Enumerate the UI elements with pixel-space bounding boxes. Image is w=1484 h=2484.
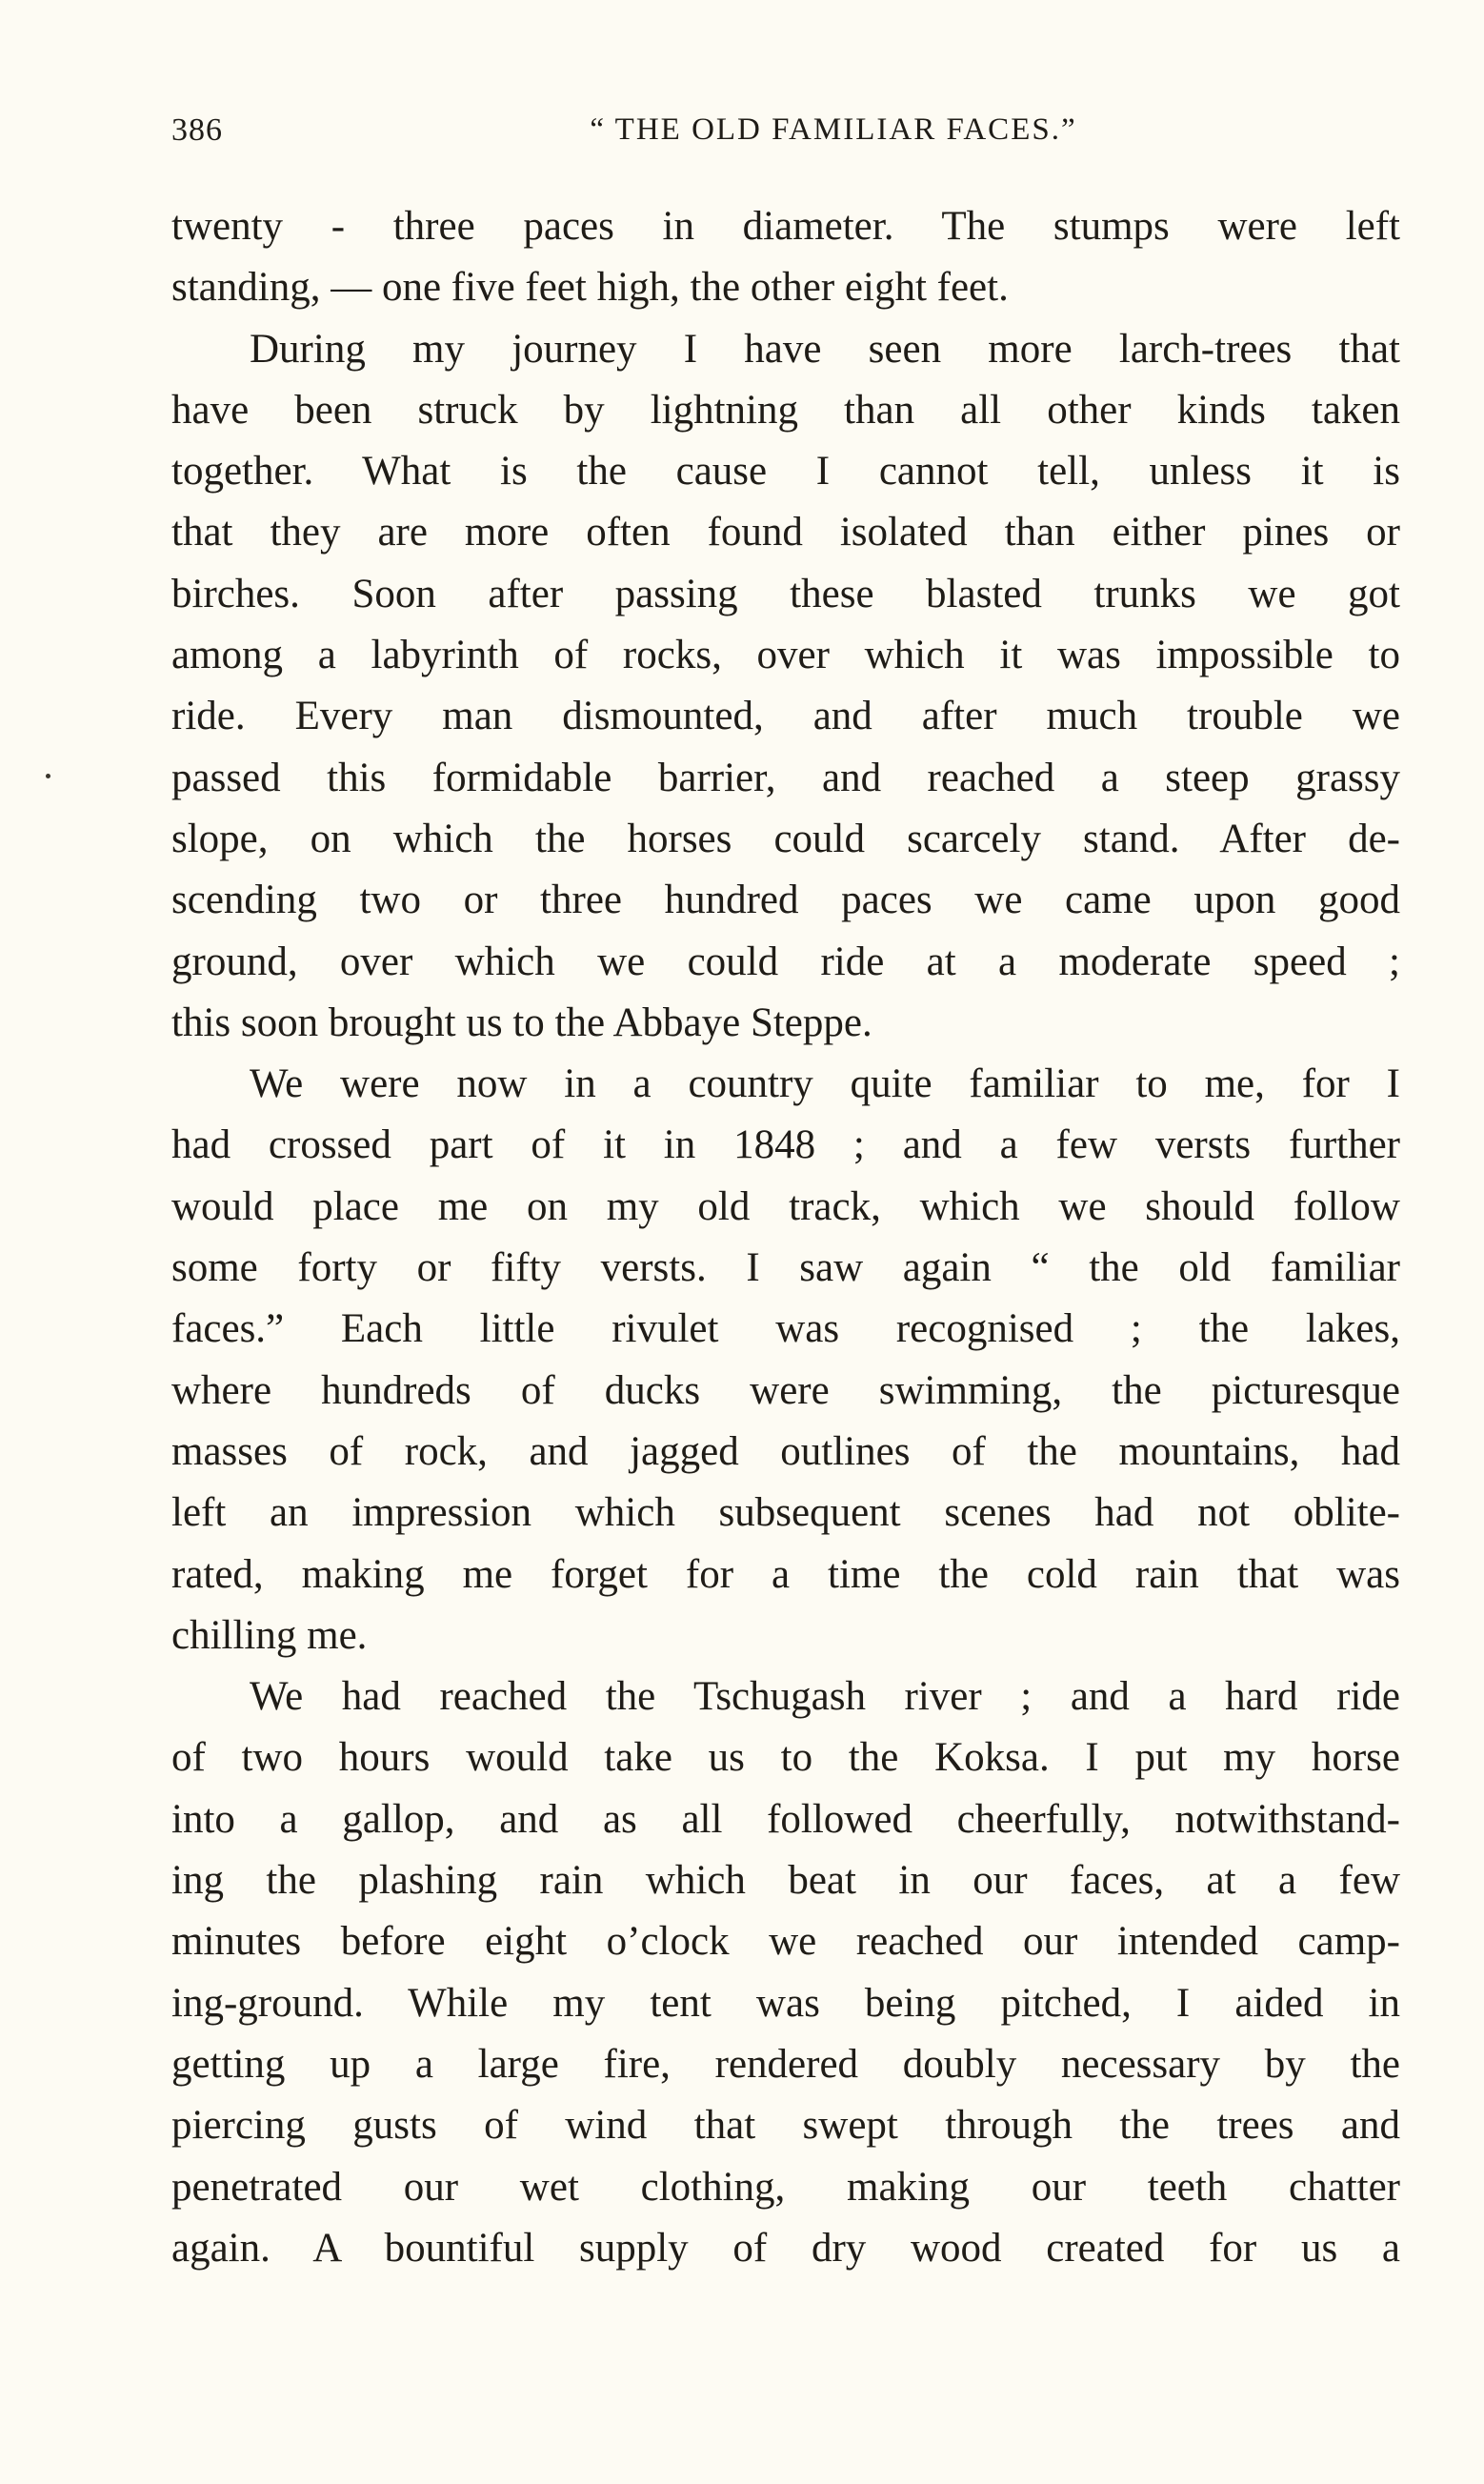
text-line: penetrated our wet clothing, making our teeth chatter [171, 2164, 1400, 2210]
text-line: minutes before eight o’clock we reached our intended camp- [171, 1919, 1400, 1965]
text-line: left an impression which subsequent scenes had not oblite- [171, 1490, 1400, 1536]
running-head: “ THE OLD FAMILIAR FACES.” [590, 112, 1077, 147]
text-line: getting up a large fire, rendered doubly necessary by the [171, 2041, 1400, 2087]
text-line: faces.” Each little rivulet was recognised ; the lakes, [171, 1306, 1400, 1352]
text-line: We had reached the Tschugash river ; and a hard ride [250, 1674, 1400, 1720]
text-line: have been struck by lightning than all other kinds taken [171, 387, 1400, 433]
text-line: piercing gusts of wind that swept through the trees and [171, 2103, 1400, 2149]
text-line: ride. Every man dismounted, and after much trouble we [171, 694, 1400, 739]
text-line: During my journey I have seen more larch-trees that [250, 326, 1400, 372]
text-line: this soon brought us to the Abbaye Steppe. [171, 1000, 872, 1045]
text-line: among a labyrinth of rocks, over which it was impossible to [171, 633, 1400, 678]
text-line: We were now in a country quite familiar to me, for I [250, 1061, 1400, 1107]
text-line: chilling me. [171, 1612, 368, 1658]
print-speck [46, 774, 50, 778]
text-line: had crossed part of it in 1848 ; and a few versts further [171, 1122, 1400, 1168]
text-line: ground, over which we could ride at a moderate speed ; [171, 939, 1400, 984]
text-line: rated, making me forget for a time the cold rain that was [171, 1551, 1400, 1597]
text-line: ing the plashing rain which beat in our faces, at a few [171, 1858, 1400, 1904]
text-line: where hundreds of ducks were swimming, the picturesque [171, 1367, 1400, 1413]
text-line: twenty - three paces in diameter. The stumps were left [171, 204, 1400, 249]
text-line: that they are more often found isolated than either pines or [171, 510, 1400, 555]
body-text [171, 196, 1400, 2279]
text-line: masses of rock, and jagged outlines of the mountains, had [171, 1428, 1400, 1474]
text-line: again. A bountiful supply of dry wood created for us a [171, 2225, 1400, 2271]
text-line: ing-ground. While my tent was being pitched, I aided in [171, 1980, 1400, 2026]
text-line: slope, on which the horses could scarcely stand. After de- [171, 816, 1400, 861]
text-line: passed this formidable barrier, and reached a steep grassy [171, 755, 1400, 800]
text-line: would place me on my old track, which we should follow [171, 1183, 1400, 1229]
text-line: birches. Soon after passing these blasted trunks we got [171, 571, 1400, 616]
text-line: scending two or three hundred paces we came upon good [171, 878, 1400, 923]
page-header [0, 112, 1484, 170]
text-line: into a gallop, and as all followed cheerfully, notwithstand- [171, 1796, 1400, 1842]
page-number: 386 [171, 112, 223, 148]
text-line: some forty or fifty versts. I saw again “ the old familiar [171, 1245, 1400, 1291]
text-line: of two hours would take us to the Koksa. I put my horse [171, 1735, 1400, 1781]
text-line: standing, — one five feet high, the other eight feet. [171, 265, 1009, 311]
text-line: together. What is the cause I cannot tell, unless it is [171, 449, 1400, 495]
